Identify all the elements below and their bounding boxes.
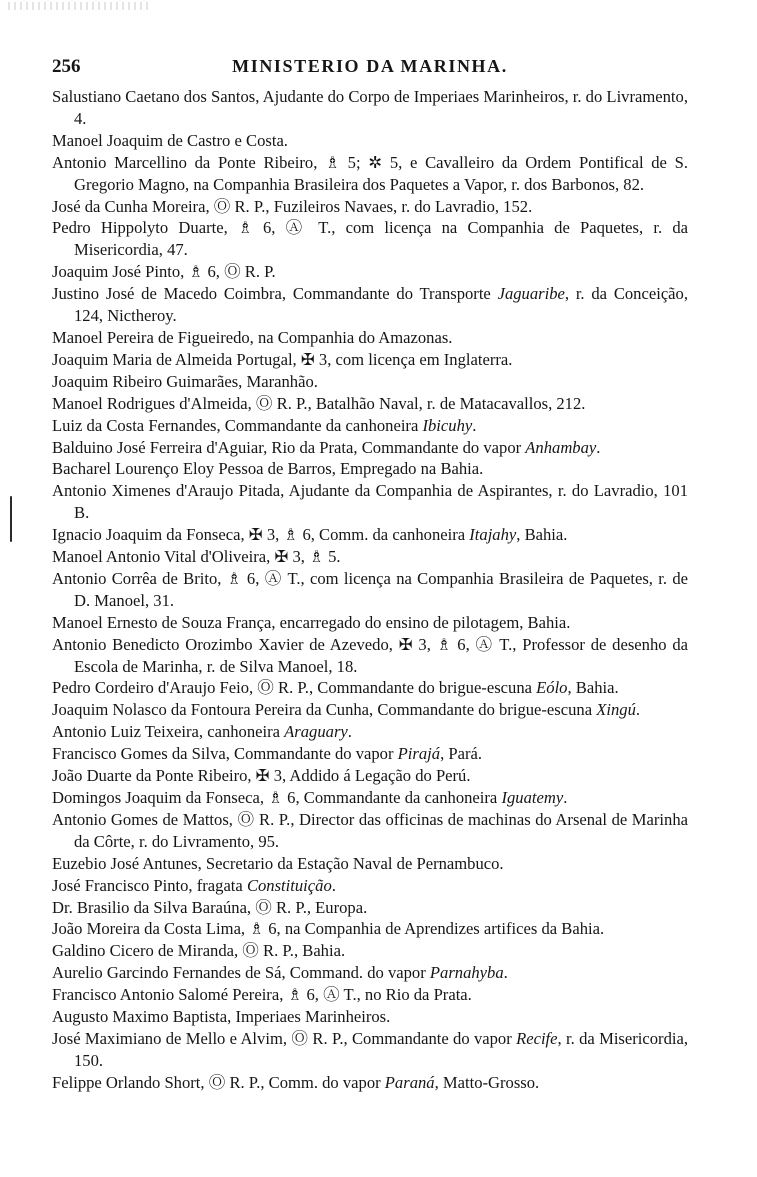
entry: Antonio Gomes de Mattos, Ⓞ R. P., Director das officinas de machinas do Arsenal de Marinha da Côrte, r. do Livramento, 95. [52,809,688,851]
page-number: 256 [52,56,81,77]
entry: Antonio Luiz Teixeira, canhoneira Araguary. [52,722,352,742]
entry: Manoel Joaquim de Castro e Costa. [52,130,288,150]
entry: Antonio Corrêa de Brito, ♗ 6, Ⓐ T., com licença na Companhia Brasileira de Paquetes, r. de D. Manoel, 31. [52,568,688,610]
entry-list [52,86,688,1094]
entry: Francisco Antonio Salomé Pereira, ♗ 6, Ⓐ T., no Rio da Prata. [52,985,472,1005]
entry: Antonio Ximenes d'Araujo Pitada, Ajudante da Companhia de Aspirantes, r. do Lavradio, 101 B. [52,481,688,523]
entry: Joaquim Maria de Almeida Portugal, ✠ 3, com licença em Inglaterra. [52,349,513,369]
entry: Aurelio Garcindo Fernandes de Sá, Command. do vapor Parnahyba. [52,963,508,983]
entry: Manoel Pereira de Figueiredo, na Companhia do Amazonas. [52,327,453,347]
page-header [52,56,688,82]
entry: João Moreira da Costa Lima, ♗ 6, na Companhia de Aprendizes artifices da Bahia. [52,919,605,939]
entry: Antonio Benedicto Orozimbo Xavier de Azevedo, ✠ 3, ♗ 6, Ⓐ T., Professor de desenho da Escola de Marinha, r. de Silva Manoel, 18. [52,634,688,676]
entry: José da Cunha Moreira, Ⓞ R. P., Fuzileiros Navaes, r. do Lavradio, 152. [52,196,533,216]
running-title: MINISTERIO DA MARINHA. [232,56,508,76]
entry: Salustiano Caetano dos Santos, Ajudante do Corpo de Imperiaes Marinheiros, r. do Livramento, 4. [52,87,688,128]
entry: Justino José de Macedo Coimbra, Commandante do Transporte Jaguaribe, r. da Conceição, 124, Nictheroy. [52,284,688,326]
entry: Domingos Joaquim da Fonseca, ♗ 6, Commandante da canhoneira Iguatemy. [52,788,568,807]
entry: Augusto Maximo Baptista, Imperiaes Marinheiros. [52,1007,391,1027]
entry: José Maximiano de Mello e Alvim, Ⓞ R. P., Commandante do vapor Recife, r. da Misericordia, 150. [52,1028,688,1070]
entry: Manoel Rodrigues d'Almeida, Ⓞ R. P., Batalhão Naval, r. de Matacavallos, 212. [52,393,586,413]
entry: Euzebio José Antunes, Secretario da Estação Naval de Pernambuco. [52,853,504,873]
entry: Pedro Cordeiro d'Araujo Feio, Ⓞ R. P., Commandante do brigue-escuna Eólo, Bahia. [52,678,619,698]
entry: Joaquim Ribeiro Guimarães, Maranhão. [52,371,318,391]
entry: José Francisco Pinto, fragata Constituição. [52,875,336,895]
entry: Felippe Orlando Short, Ⓞ R. P., Comm. do vapor Paraná, Matto-Grosso. [52,1072,540,1092]
entry: Joaquim Nolasco da Fontoura Pereira da Cunha, Commandante do brigue-escuna Xingú. [52,700,641,720]
entry: Balduino José Ferreira d'Aguiar, Rio da Prata, Commandante do vapor Anhambay. [52,437,601,457]
entry: Antonio Marcellino da Ponte Ribeiro, ♗ 5; ✲ 5, e Cavalleiro da Ordem Pontifical de S. Gregorio Magno, na Companhia Brasileira dos Paquetes a Vapor, r. dos Barbonos, 82. [52,152,688,194]
entry: Manoel Antonio Vital d'Oliveira, ✠ 3, ♗ 5. [52,547,341,567]
entry: Bacharel Lourenço Eloy Pessoa de Barros, Empregado na Bahia. [52,459,484,479]
entry: Francisco Gomes da Silva, Commandante do vapor Pirajá, Pará. [52,744,482,764]
entry: João Duarte da Ponte Ribeiro, ✠ 3, Addido á Legação do Perú. [52,766,471,786]
entry: Dr. Brasilio da Silva Baraúna, Ⓞ R. P., Europa. [52,897,368,917]
entry: Ignacio Joaquim da Fonseca, ✠ 3, ♗ 6, Comm. da canhoneira Itajahy, Bahia. [52,525,568,545]
margin-mark [10,496,12,542]
entry: Pedro Hippolyto Duarte, ♗ 6, Ⓐ T., com licença na Companhia de Paquetes, r. da Misericordia, 47. [52,218,688,260]
entry: Galdino Cicero de Miranda, Ⓞ R. P., Bahia. [52,941,346,961]
entry: Luiz da Costa Fernandes, Commandante da canhoneira Ibicuhy. [52,415,477,435]
entry: Joaquim José Pinto, ♗ 6, Ⓞ R. P. [52,262,276,282]
entry: Manoel Ernesto de Souza França, encarregado do ensino de pilotagem, Bahia. [52,612,571,632]
bleed-through-text [8,2,148,10]
